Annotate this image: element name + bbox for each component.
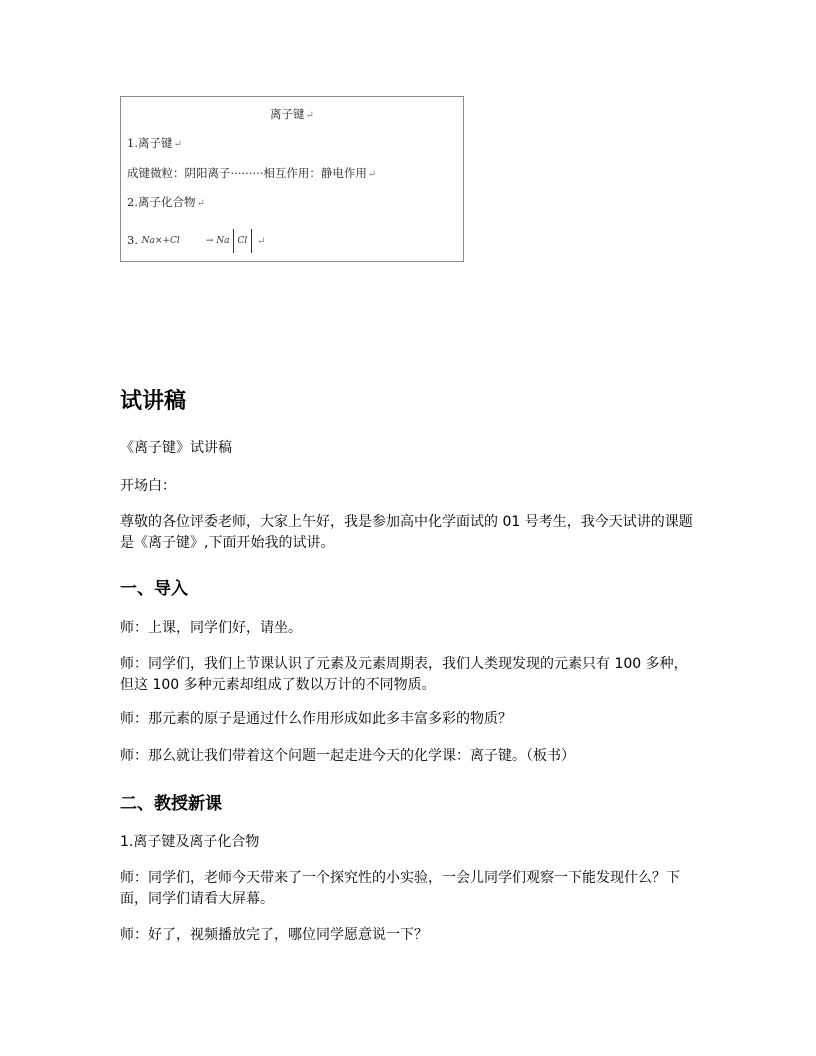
paragraph-mark-icon: ↵ (196, 198, 205, 209)
formula-right-ion: Na (216, 236, 230, 246)
section-heading-new-lesson: 二、教授新课 (120, 794, 222, 814)
paragraph: 师：那么就让我们带着这个问题一起走进今天的化学课：离子键。（板书） (120, 748, 575, 764)
paragraph: 师：好了，视频播放完了，哪位同学愿意说一下？ (120, 927, 428, 943)
formula-left: Na×+Cl (141, 236, 180, 246)
paragraph-mark-icon: ↵ (305, 110, 314, 121)
paragraph-mark-icon: ↵ (173, 139, 182, 150)
paragraph: 师：同学们，我们上节课认识了元素及元素周期表，我们人类现发现的元素只有 100 多种，但这 100 多种元素却组成了数以万计的不同物质。 (120, 656, 688, 693)
paragraph: 师：上课，同学们好，请坐。 (120, 620, 302, 636)
formula-arrow: → (205, 236, 214, 246)
paragraph-mark-icon: ↵ (256, 236, 266, 247)
electron-formula (142, 229, 253, 253)
paragraph: 开场白： (120, 478, 176, 494)
board-line-ionic-compound: 2.离子化合物↵ (127, 195, 205, 209)
board-title: 离子键↵ (270, 107, 314, 121)
board-line-ionic-bond: 1.离子键↵ (127, 136, 182, 150)
paragraph: 师：同学们，老师今天带来了一个探究性的小实验，一会儿同学们观察一下能发现什么？下面，同学们请看大屏幕。 (120, 870, 680, 907)
paragraph-mark-icon: ↵ (367, 169, 377, 180)
paragraph: 尊敬的各位评委老师，大家上午好，我是参加高中化学面试的 01 号考生，我今天试讲的课题是《离子键》,下面开始我的试讲。 (120, 514, 693, 551)
paragraph: 师：那元素的原子是通过什么作用形成如此多丰富多彩的物质？ (120, 711, 512, 727)
paragraph: 1.离子键及离子化合物 (120, 834, 260, 850)
page-title: 试讲稿 (120, 389, 187, 414)
blackboard-design-box (120, 96, 464, 262)
paragraph: 《离子键》试讲稿 (120, 440, 232, 456)
board-line-particles: 成键微粒：阴阳离子·········相互作用：静电作用↵ (127, 166, 377, 180)
section-heading-intro: 一、导入 (120, 579, 188, 599)
formula-bracket (233, 229, 253, 253)
board-line-formula: 3. Na×+Cl → Na Cl ↵ (127, 229, 265, 253)
formula-bracket-content: Cl (237, 236, 248, 246)
